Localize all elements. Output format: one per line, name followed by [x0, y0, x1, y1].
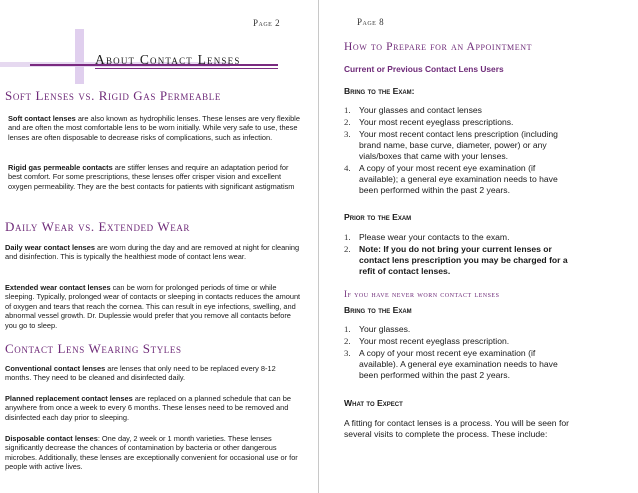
subheading-current-users: Current or Previous Contact Lens Users — [344, 64, 504, 74]
list-item: 3. A copy of your most recent eye examination (if available). A general eye examination needs to have been performed within the past 2 years. — [344, 348, 558, 380]
list-bring-to-exam-new — [344, 324, 574, 382]
list-item: 1. Your glasses and contact lenses — [344, 105, 482, 115]
heading-never-worn: If you have never worn contact lenses — [344, 289, 500, 299]
label-prior-to-exam: Prior to the Exam — [344, 212, 412, 222]
paragraph-what-to-expect: A fitting for contact lenses is a process. You will be seen for several visits to complete the process. These include: — [344, 418, 569, 439]
list-item: 1. Please wear your contacts to the exam. — [344, 232, 510, 242]
label-what-to-expect: What to Expect — [344, 398, 403, 408]
paragraph-planned-replacement: Planned replacement contact lenses are replaced on a planned schedule that can be anywhere from once a week to every 6 months. These lenses need to be removed and disinfected each day prior to sleeping. — [5, 394, 291, 422]
label-bring-to-exam: Bring to the Exam: — [344, 86, 415, 96]
label-bring-to-exam-new: Bring to the Exam — [344, 305, 412, 315]
list-item: 3. Your most recent contact lens prescription (including brand name, base curve, diameter, power) or any vials/boxes that came with your lenses. — [344, 129, 558, 161]
header-rule-secondary — [95, 68, 278, 69]
page-number-right: Page 8 — [357, 17, 385, 27]
list-item: 2. Note: If you do not bring your current lenses or contact lens prescription you may be charged for a refit of contact lenses. — [344, 244, 568, 276]
section-heading-daily-vs-extended: Daily Wear vs. Extended Wear — [5, 219, 191, 234]
paragraph-conventional: Conventional contact lenses are lenses that only need to be replaced every 8-12 months. They need to be cleaned and disinfected daily. — [5, 364, 276, 383]
list-item: 1. Your glasses. — [344, 324, 411, 334]
list-item: 2. Your most recent eyeglass prescriptions. — [344, 117, 514, 127]
list-prior-to-exam — [344, 232, 574, 278]
page-number-left: Page 2 — [253, 18, 281, 28]
list-bring-to-exam — [344, 105, 574, 197]
section-heading-soft-vs-rgp: Soft Lenses vs. Rigid Gas Permeable — [5, 88, 221, 103]
paragraph-rgp-lenses: Rigid gas permeable contacts are stiffer lenses and require an adaptation period for best comfort. For some prescriptions, these lenses offer crisper vision and excellent oxygen permeability. They are the best contacts for patients with significant astigmatism — [8, 163, 295, 191]
page-divider — [318, 0, 319, 493]
list-item: 4. A copy of your most recent eye examination (if available); a general eye examination needs to have been performed within the past 2 years. — [344, 163, 558, 195]
paragraph-soft-lenses: Soft contact lenses are also known as hydrophilic lenses. These lenses are very flexible and are often the most comfortable lens to be worn initially. While very safe to use, these lenses are often disposable to decrease risks of complications, such as infection. — [8, 114, 300, 142]
header-decor-bar — [75, 29, 84, 84]
list-item: 2. Your most recent eyeglass prescription. — [344, 336, 510, 346]
paragraph-daily-wear: Daily wear contact lenses are worn during the day and are removed at night for cleaning and disinfection. This is typically the healthiest mode of contact lens wear. — [5, 243, 300, 262]
heading-prepare-appointment: How to Prepare for an Appointment — [344, 41, 533, 53]
section-heading-wearing-styles: Contact Lens Wearing Styles — [5, 341, 182, 356]
page-title: About Contact Lenses — [95, 52, 241, 67]
paragraph-disposable: Disposable contact lenses: One day, 2 week or 1 month varieties. These lenses significantly decrease the chances of contamination by bacteria or other dangerous microbes. Additionally, these lenses are exceptionally convenient for occasional use or for people with active lives. — [5, 434, 298, 472]
paragraph-extended-wear: Extended wear contact lenses can be worn for prolonged periods of time or while sleeping. Typically, prolonged wear of contacts or sleeping in contacts reduces the amount of oxygen and tears that reach the cornea. This can result in eye infections, swelling, and abnormal vessel growth. Dr. Duplessie would prefer that you remove all contacts before you go to sleep. — [5, 283, 301, 330]
